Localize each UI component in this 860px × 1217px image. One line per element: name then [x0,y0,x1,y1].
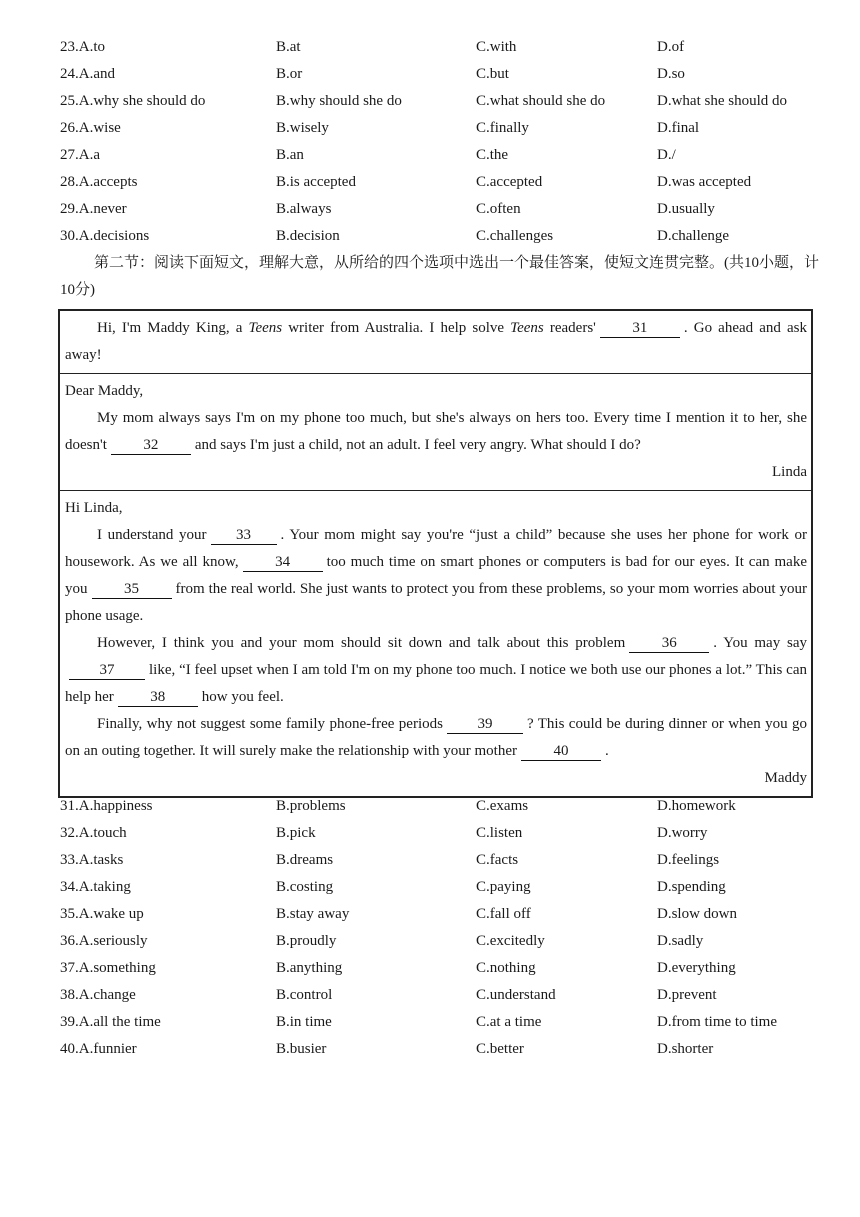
option-a [60,906,276,923]
question-number: 31. [60,798,79,814]
blank-40: 40 [521,742,601,761]
question-row [60,1009,820,1036]
section-heading: 第二节：阅读下面短文，理解大意，从所给的四个选项中选出一个最佳答案，使短文连贯完整。(共10小题，计10分) [60,255,820,298]
option-a [60,93,276,110]
blank-34: 34 [243,553,323,572]
option-c [476,120,657,137]
blank-39: 39 [447,715,523,734]
option-c [476,201,657,218]
option-text: D.everything [657,960,736,976]
blank-38: 38 [118,688,198,707]
option-text: C.nothing [476,960,536,976]
reading-passage [58,309,813,798]
option-d [657,201,820,218]
reply-greeting: Hi Linda, [65,500,123,516]
question-row [60,928,820,955]
option-a [60,174,276,191]
question-number: 30. [60,228,79,244]
option-text: C.with [476,39,517,55]
question-row [60,34,820,61]
option-a [60,852,276,869]
option-text: D.of [657,39,685,55]
option-text: C.understand [476,987,556,1003]
option-a [60,120,276,137]
option-text: B.always [276,201,332,217]
question-row [60,88,820,115]
question-number: 23. [60,39,79,55]
option-text: D.so [657,66,685,82]
option-text: B.in time [276,1014,332,1030]
letter-greeting: Dear Maddy, [65,383,144,399]
option-c [476,66,657,83]
option-text: B.is accepted [276,174,356,190]
question-number: 34. [60,879,79,895]
option-text: C.the [476,147,509,163]
option-text: C.often [476,201,521,217]
option-text: C.exams [476,798,529,814]
question-row [60,142,820,169]
option-text: D.shorter [657,1041,714,1057]
option-b [276,228,476,245]
option-b [276,1041,476,1058]
option-a [60,825,276,842]
option-d [657,987,820,1004]
option-text: A.decisions [78,228,150,244]
option-text: B.busier [276,1041,327,1057]
option-text: D.worry [657,825,708,841]
question-number: 27. [60,147,79,163]
reply-from-maddy: Hi Linda, I understand your 33 . Your mom might say you're “just a child” because she uses her phone for work or housework. As we all know, 34 too much time on smart phones or computers is bad for our eyes. It can make you 35 from the real world. She just wants to protect you from these problems, so your mom worries about your phone usage. However, I think you and your mom should sit down and talk about this problem 36 . You may say37 like, “I feel upset when I am told I'm on my phone too much. I notice we both use our phones a lot.” This can help her 38 how you feel. Finally, why not suggest some family phone-free periods 39 ? This could be during dinner or when you go on an outing together. It will surely make the relationship with your mother 40 . Maddy [60,490,811,796]
option-a [60,987,276,1004]
option-text: A.something [78,960,156,976]
question-number: 38. [60,987,79,1003]
option-text: B.an [276,147,304,163]
question-number: 29. [60,201,79,217]
question-row [60,61,820,88]
option-d [657,933,820,950]
question-row [60,223,820,250]
option-text: A.tasks [78,852,124,868]
option-text: B.wisely [276,120,329,136]
option-b [276,39,476,56]
option-d [657,1014,820,1031]
question-options-23-30 [60,34,820,250]
question-number: 24. [60,66,79,82]
option-text: C.what should she do [476,93,606,109]
question-row [60,793,820,820]
option-text: A.all the time [78,1014,161,1030]
option-b [276,987,476,1004]
question-row [60,847,820,874]
option-text: B.at [276,39,301,55]
option-text: A.and [78,66,115,82]
question-row [60,169,820,196]
option-a [60,39,276,56]
option-text: C.facts [476,852,519,868]
option-text: C.finally [476,120,529,136]
option-text: C.at a time [476,1014,542,1030]
question-row [60,955,820,982]
option-text: B.pick [276,825,316,841]
option-text: A.accepts [78,174,138,190]
option-c [476,798,657,815]
option-text: D.prevent [657,987,717,1003]
option-c [476,825,657,842]
letter-signature: Linda [772,464,807,480]
option-d [657,825,820,842]
question-row [60,820,820,847]
option-c [476,933,657,950]
question-row [60,196,820,223]
option-text: C.listen [476,825,523,841]
option-b [276,66,476,83]
option-c [476,906,657,923]
option-d [657,879,820,896]
question-row [60,1036,820,1063]
question-row [60,901,820,928]
option-a [60,879,276,896]
option-text: C.but [476,66,509,82]
option-b [276,201,476,218]
option-c [476,1014,657,1031]
option-b [276,879,476,896]
option-b [276,933,476,950]
option-text: D.sadly [657,933,704,949]
question-number: 37. [60,960,79,976]
option-text: D.what she should do [657,93,787,109]
option-c [476,174,657,191]
option-a [60,1041,276,1058]
option-text: A.change [78,987,136,1003]
option-text: D.final [657,120,700,136]
option-a [60,798,276,815]
option-d [657,852,820,869]
option-text: D.spending [657,879,726,895]
blank-36: 36 [629,634,709,653]
option-c [476,852,657,869]
question-number: 32. [60,825,79,841]
option-a [60,1014,276,1031]
option-b [276,852,476,869]
option-text: A.wake up [78,906,144,922]
option-b [276,174,476,191]
option-d [657,798,820,815]
blank-37: 37 [69,661,145,680]
option-text: B.decision [276,228,340,244]
question-number: 28. [60,174,79,190]
option-text: A.seriously [78,933,148,949]
option-d [657,228,820,245]
blank-32: 32 [111,436,191,455]
option-b [276,960,476,977]
option-d [657,120,820,137]
option-text: A.why she should do [78,93,206,109]
question-row [60,982,820,1009]
option-d [657,39,820,56]
question-number: 40. [60,1041,79,1057]
option-d [657,960,820,977]
blank-33: 33 [211,526,277,545]
option-text: B.or [276,66,303,82]
option-text: C.challenges [476,228,554,244]
option-b [276,906,476,923]
option-text: B.why should she do [276,93,402,109]
option-a [60,228,276,245]
option-text: B.anything [276,960,343,976]
option-text: C.better [476,1041,524,1057]
option-text: C.fall off [476,906,531,922]
question-number: 35. [60,906,79,922]
option-text: B.stay away [276,906,350,922]
option-a [60,960,276,977]
question-number: 25. [60,93,79,109]
blank-31: 31 [600,319,680,338]
option-text: A.never [78,201,127,217]
option-text: D./ [657,147,676,163]
option-text: D.was accepted [657,174,752,190]
option-text: D.challenge [657,228,730,244]
option-text: B.proudly [276,933,337,949]
option-b [276,1014,476,1031]
intro-block: Hi, I'm Maddy King, a Teens writer from Australia. I help solve Teens readers' 31 . Go ahead and ask away! [65,320,807,363]
option-text: C.accepted [476,174,543,190]
option-d [657,147,820,164]
blank-35: 35 [92,580,172,599]
option-a [60,201,276,218]
question-number: 36. [60,933,79,949]
option-c [476,960,657,977]
option-d [657,174,820,191]
option-c [476,987,657,1004]
option-text: A.funnier [78,1041,137,1057]
option-text: A.a [78,147,100,163]
option-text: D.feelings [657,852,720,868]
question-number: 39. [60,1014,79,1030]
option-text: C.paying [476,879,531,895]
option-a [60,147,276,164]
option-text: D.from time to time [657,1014,777,1030]
option-d [657,906,820,923]
question-number: 33. [60,852,79,868]
reply-signature: Maddy [764,770,807,786]
option-text: A.happiness [78,798,153,814]
option-text: C.excitedly [476,933,545,949]
option-c [476,39,657,56]
question-row [60,874,820,901]
option-c [476,1041,657,1058]
option-text: B.control [276,987,333,1003]
option-text: A.taking [78,879,131,895]
option-a [60,66,276,83]
option-text: A.wise [78,120,121,136]
option-text: D.homework [657,798,736,814]
option-b [276,825,476,842]
option-text: B.problems [276,798,346,814]
question-row [60,115,820,142]
option-a [60,933,276,950]
option-text: D.usually [657,201,715,217]
letter-from-linda: Dear Maddy, My mom always says I'm on my phone too much, but she's always on hers too. Every time I mention it to her, she doesn't 32 and says I'm just a child, not an adult. I feel very angry. What should I do? Linda [60,373,811,490]
option-c [476,93,657,110]
option-b [276,798,476,815]
option-d [657,66,820,83]
option-b [276,120,476,137]
option-d [657,1041,820,1058]
option-b [276,147,476,164]
question-options-31-40 [60,793,820,1063]
option-text: A.to [78,39,105,55]
question-number: 26. [60,120,79,136]
option-text: B.dreams [276,852,334,868]
option-b [276,93,476,110]
option-text: D.slow down [657,906,738,922]
option-text: A.touch [78,825,127,841]
option-c [476,879,657,896]
option-d [657,93,820,110]
option-c [476,147,657,164]
option-c [476,228,657,245]
option-text: B.costing [276,879,334,895]
